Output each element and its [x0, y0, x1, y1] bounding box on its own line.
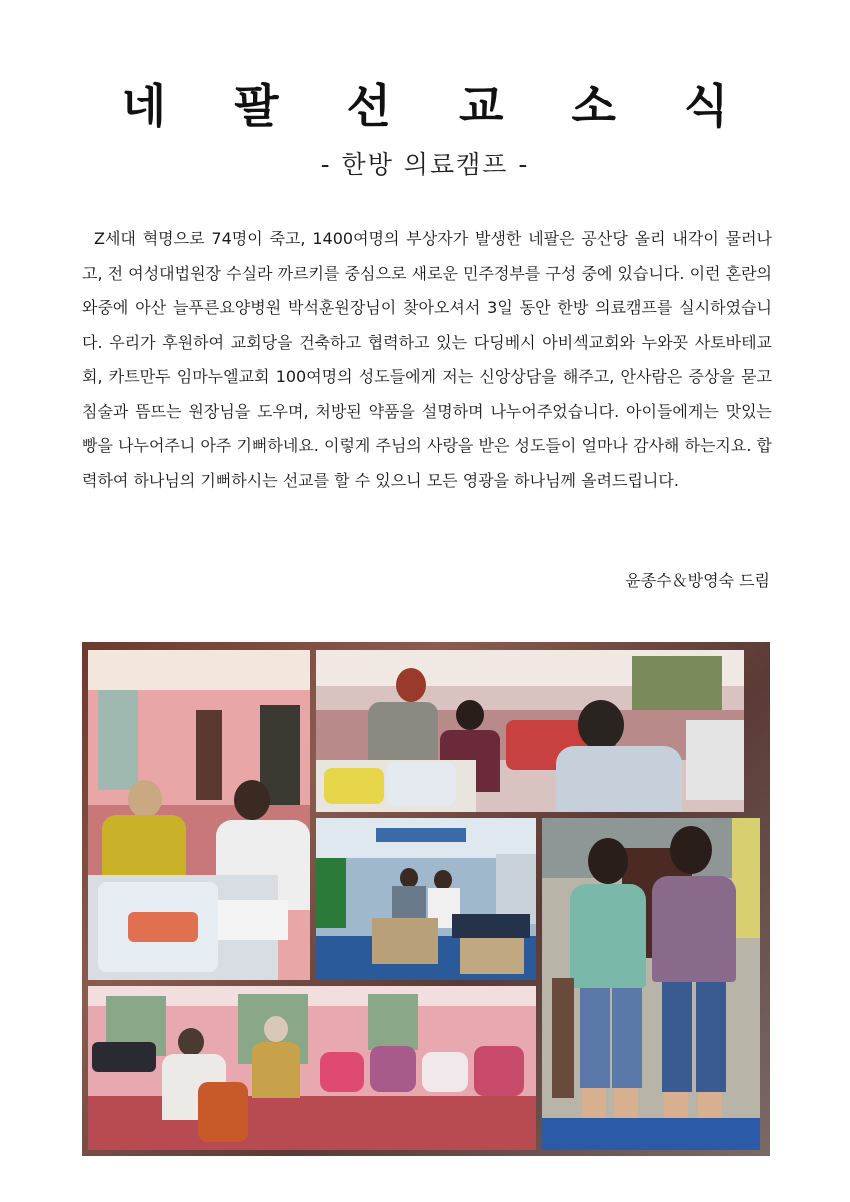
photo-seated-group — [88, 986, 536, 1150]
photo-crowd-medicine — [316, 650, 744, 812]
photo-hall-treatment — [316, 818, 536, 980]
photo-two-patients — [542, 818, 760, 1150]
photo-collage — [82, 642, 770, 1156]
signature: 윤종수＆방영숙 드림 — [625, 571, 770, 590]
photo-consultation-pink-room — [88, 650, 310, 980]
page-title: 네 팔 선 교 소 식 — [121, 79, 755, 133]
letter-body: Z세대 혁명으로 74명이 죽고, 1400여명의 부상자가 발생한 네팔은 공산당 올리 내각이 물러나고, 전 여성대법원장 수실라 까르키를 중심으로 새로운 민주정부를 구성 중에 있습니다. 이런 혼란의 와중에 아산 늘푸른요양병원 박석훈원장님이 찾아오셔서 3일 동안 한방 의료캠프를 실시하였습니다. 우리가 후원하여 교회당을 건축하고 협력하고 있는 다딩베시 아비섹교회와 누와꼿 사토바테교회, 카트만두 임마누엘교회 100여명의 성도들에게 저는 신앙상담을 해주고, 안사람은 증상을 묻고 침술과 뜸뜨는 원장님을 도우며, 처방된 약품을 설명하며 나누어주었습니다. 아이들에게는 맛있는 빵을 나누어주니 아주 기뻐하네요. 이렇게 주님의 사랑을 받은 성도들이 얼마나 감사해 하는지요. 합력하여 하나님의 기뻐하시는 선교를 할 수 있으니 모든 영광을 하나님께 올려드립니다. — [82, 229, 772, 490]
page-subtitle: - 한방 의료캠프 - — [320, 150, 530, 179]
